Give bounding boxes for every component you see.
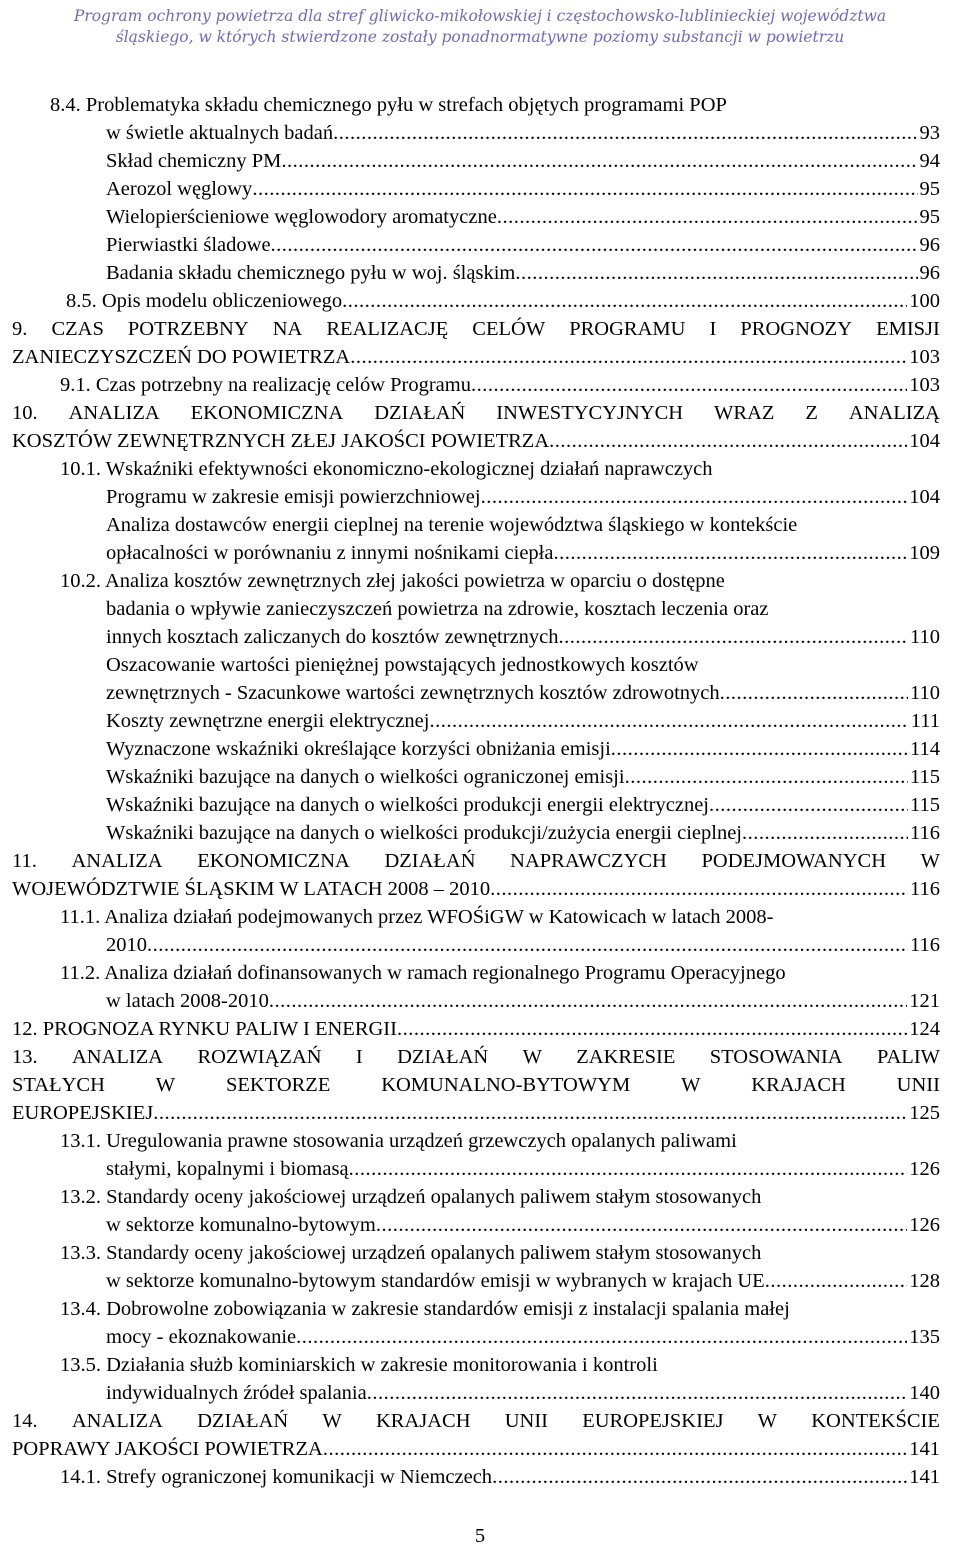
toc-entry[interactable] <box>66 287 940 315</box>
toc-leader-dots <box>611 735 908 763</box>
toc-entry[interactable] <box>106 595 940 623</box>
toc-entry-title: Badania składu chemicznego pyłu w woj. śląskim <box>106 262 516 284</box>
toc-entry-page: 104 <box>909 486 940 508</box>
toc-leader-dots <box>709 791 908 819</box>
toc-entry-title: 9.1. Czas potrzebny na realizację celów Programu <box>60 374 471 396</box>
toc-leader-dots <box>252 175 917 203</box>
toc-entry[interactable] <box>60 1183 940 1211</box>
toc-entry[interactable] <box>106 539 940 567</box>
toc-entry[interactable] <box>12 875 940 903</box>
toc-leader-dots <box>367 1379 908 1407</box>
toc-entry-title: 12. PROGNOZA RYNKU PALIW I ENERGII <box>12 1018 397 1040</box>
toc-leader-dots <box>147 931 908 959</box>
header-line-1: Program ochrony powietrza dla stref gliwicko-mikołowskiej i częstochowsko-lublinieckiej województwa <box>73 7 887 25</box>
toc-entry-title: w świetle aktualnych badań <box>106 122 334 144</box>
toc-entry[interactable] <box>106 1267 940 1295</box>
toc-entry-title: zewnętrznych - Szacunkowe wartości zewnętrznych kosztów zdrowotnych <box>106 682 720 704</box>
toc-entry[interactable] <box>60 1351 940 1379</box>
toc-entry-title: Wielopierścieniowe węglowodory aromatyczne <box>106 206 497 228</box>
toc-entry-title: EUROPEJSKIEJ <box>12 1102 154 1124</box>
toc-entry[interactable] <box>60 1127 940 1155</box>
toc-entry-page: 109 <box>909 542 940 564</box>
toc-entry-page: 114 <box>910 738 940 760</box>
toc-entry[interactable] <box>12 1071 940 1099</box>
toc-entry-title: indywidualnych źródeł spalania <box>106 1382 367 1404</box>
toc-entry-page: 104 <box>909 430 940 452</box>
toc-entry[interactable] <box>12 343 940 371</box>
toc-entry[interactable] <box>12 847 940 875</box>
toc-leader-dots <box>397 1015 907 1043</box>
toc-entry-page: 115 <box>910 794 940 816</box>
toc-entry-title: 11.2. Analiza działań dofinansowanych w ramach regionalnego Programu Operacyjnego <box>60 962 786 984</box>
toc-entry[interactable] <box>60 959 940 987</box>
toc-entry-title: 8.4. Problematyka składu chemicznego pyłu w strefach objętych programami POP <box>50 94 727 116</box>
toc-entry[interactable] <box>106 175 940 203</box>
toc-entry-page: 103 <box>909 374 940 396</box>
toc-leader-dots <box>323 1435 907 1463</box>
toc-entry[interactable] <box>106 147 940 175</box>
toc-entry[interactable] <box>60 1295 940 1323</box>
toc-entry-page: 96 <box>919 262 940 284</box>
toc-entry-title: Wskaźniki bazujące na danych o wielkości produkcji/zużycia energii cieplnej <box>106 822 743 844</box>
toc-entry-title: 11. ANALIZA EKONOMICZNA DZIAŁAŃ NAPRAWCZYCH PODEJMOWANYCH W <box>12 850 940 872</box>
toc-entry-page: 93 <box>919 122 940 144</box>
toc-entry[interactable] <box>106 791 940 819</box>
document-header <box>0 6 960 48</box>
toc-entry[interactable] <box>12 315 940 343</box>
toc-entry[interactable] <box>50 91 940 119</box>
toc-leader-dots <box>497 203 918 231</box>
toc-entry-title: 10. ANALIZA EKONOMICZNA DZIAŁAŃ INWESTYCYJNYCH WRAZ Z ANALIZĄ <box>12 402 940 424</box>
toc-leader-dots <box>559 623 908 651</box>
toc-entry-page: 94 <box>919 150 940 172</box>
toc-entry-page: 121 <box>909 990 940 1012</box>
toc-entry-title: 13.3. Standardy oceny jakościowej urządzeń opalanych paliwem stałym stosowanych <box>60 1242 762 1264</box>
toc-entry-title: 10.2. Analiza kosztów zewnętrznych złej jakości powietrza w oparciu o dostępne <box>60 570 725 592</box>
page-number: 5 <box>474 1525 486 1547</box>
toc-entry-page: 140 <box>909 1382 940 1404</box>
toc-entry-title: stałymi, kopalnymi i biomasą <box>106 1158 349 1180</box>
toc-entry-page: 124 <box>909 1018 940 1040</box>
toc-entry-title: ZANIECZYSZCZEŃ DO POWIETRZA <box>12 346 351 368</box>
toc-entry[interactable] <box>106 931 940 959</box>
toc-entry[interactable] <box>106 259 940 287</box>
toc-entry-title: 2010 <box>106 934 147 956</box>
toc-entry-title: w sektorze komunalno-bytowym standardów emisji w wybranych w krajach UE <box>106 1270 765 1292</box>
toc-leader-dots <box>376 1211 907 1239</box>
toc-leader-dots <box>625 763 908 791</box>
toc-entry-title: innych kosztach zaliczanych do kosztów zewnętrznych <box>106 626 559 648</box>
toc-entry-page: 116 <box>910 822 940 844</box>
toc-entry-title: 13. ANALIZA ROZWIĄZAŃ I DZIAŁAŃ W ZAKRESIE STOSOWANIA PALIW <box>12 1046 940 1068</box>
toc-leader-dots <box>765 1267 908 1295</box>
toc-entry-title: KOSZTÓW ZEWNĘTRZNYCH ZŁEJ JAKOŚCI POWIETRZA <box>12 430 550 452</box>
toc-leader-dots <box>349 1155 908 1183</box>
toc-entry-title: 11.1. Analiza działań podejmowanych przez WFOŚiGW w Katowicach w latach 2008- <box>60 906 774 928</box>
toc-leader-dots <box>490 875 908 903</box>
toc-entry-page: 103 <box>909 346 940 368</box>
toc-entry-title: 9. CZAS POTRZEBNY NA REALIZACJĘ CELÓW PROGRAMU I PROGNOZY EMISJI <box>12 318 940 340</box>
toc-entry-title: mocy - ekoznakowanie <box>106 1326 297 1348</box>
toc-entry-page: 126 <box>909 1158 940 1180</box>
toc-entry-page: 95 <box>919 206 940 228</box>
toc-entry-title: Koszty zewnętrzne energii elektrycznej <box>106 710 430 732</box>
header-line-2: śląskiego, w których stwierdzone zostały ponadnormatywne poziomy substancji w powietrzu <box>115 28 845 46</box>
toc-entry-title: 14.1. Strefy ograniczonej komunikacji w Niemczech <box>60 1466 493 1488</box>
toc-leader-dots <box>481 483 908 511</box>
toc-entry[interactable] <box>60 1463 940 1491</box>
toc-entry[interactable] <box>12 1043 940 1071</box>
toc-entry[interactable] <box>60 1239 940 1267</box>
toc-entry-title: 13.1. Uregulowania prawne stosowania urządzeń grzewczych opalanych paliwami <box>60 1130 737 1152</box>
toc-entry-title: badania o wpływie zanieczyszczeń powietrza na zdrowie, kosztach leczenia oraz <box>106 598 769 620</box>
toc-entry[interactable] <box>12 1407 940 1435</box>
toc-entry[interactable] <box>12 1015 940 1043</box>
toc-entry-title: w sektorze komunalno-bytowym <box>106 1214 376 1236</box>
toc-entry[interactable] <box>12 1099 940 1127</box>
toc-entry[interactable] <box>106 119 940 147</box>
toc-entry-title: Pierwiastki śladowe <box>106 234 271 256</box>
toc-entry-page: 116 <box>910 878 940 900</box>
toc-entry-page: 125 <box>909 1102 940 1124</box>
toc-leader-dots <box>429 707 908 735</box>
toc-entry[interactable] <box>106 483 940 511</box>
toc-entry-page: 100 <box>909 290 940 312</box>
toc-entry-title: opłacalności w porównaniu z innymi nośnikami ciepła <box>106 542 554 564</box>
toc-leader-dots <box>492 1463 907 1491</box>
toc-leader-dots <box>720 679 908 707</box>
toc-entry-page: 135 <box>909 1326 940 1348</box>
toc-entry-page: 95 <box>919 178 940 200</box>
toc-entry-title: STAŁYCH W SEKTORZE KOMUNALNO-BYTOWYM W KRAJACH UNII <box>12 1074 940 1096</box>
toc-entry[interactable] <box>106 623 940 651</box>
toc-entry-title: 13.5. Działania służb kominiarskich w zakresie monitorowania i kontroli <box>60 1354 658 1376</box>
toc-entry-title: Programu w zakresie emisji powierzchniowej <box>106 486 481 508</box>
toc-entry[interactable] <box>60 371 940 399</box>
toc-entry[interactable] <box>12 427 940 455</box>
toc-entry-title: Wskaźniki bazujące na danych o wielkości ograniczonej emisji <box>106 766 625 788</box>
toc-entry[interactable] <box>106 987 940 1015</box>
toc-entry-title: w latach 2008-2010 <box>106 990 269 1012</box>
toc-leader-dots <box>296 1323 907 1351</box>
toc-entry-page: 110 <box>910 626 940 648</box>
toc-leader-dots <box>342 287 907 315</box>
toc-entry-page: 128 <box>909 1270 940 1292</box>
toc-leader-dots <box>553 539 907 567</box>
toc-leader-dots <box>742 819 908 847</box>
toc-entry[interactable] <box>60 903 940 931</box>
toc-entry-title: Analiza dostawców energii cieplnej na terenie województwa śląskiego w kontekście <box>106 514 798 536</box>
toc-entry[interactable] <box>12 1435 940 1463</box>
toc-entry[interactable] <box>106 1379 940 1407</box>
toc-entry-title: WOJEWÓDZTWIE ŚLĄSKIM W LATACH 2008 – 2010 <box>12 878 491 900</box>
toc-entry[interactable] <box>106 203 940 231</box>
toc-entry-title: Skład chemiczny PM <box>106 150 282 172</box>
toc-entry-page: 111 <box>910 710 940 732</box>
toc-entry[interactable] <box>106 1323 940 1351</box>
toc-entry[interactable] <box>106 763 940 791</box>
toc-entry[interactable] <box>106 511 940 539</box>
toc-entry[interactable] <box>106 819 940 847</box>
toc-entry-page: 141 <box>909 1438 940 1460</box>
toc-entry-title: 13.2. Standardy oceny jakościowej urządzeń opalanych paliwem stałym stosowanych <box>60 1186 762 1208</box>
toc-entry-title: Aerozol węglowy <box>106 178 253 200</box>
toc-leader-dots <box>271 231 918 259</box>
toc-entry[interactable] <box>106 231 940 259</box>
toc-leader-dots <box>549 427 907 455</box>
toc-leader-dots <box>153 1099 907 1127</box>
toc-leader-dots <box>515 259 917 287</box>
toc-entry[interactable] <box>106 679 940 707</box>
toc-leader-dots <box>333 119 917 147</box>
toc-leader-dots <box>281 147 917 175</box>
toc-leader-dots <box>471 371 907 399</box>
toc-entry-page: 96 <box>919 234 940 256</box>
toc-leader-dots <box>269 987 907 1015</box>
toc-entry-page: 115 <box>910 766 940 788</box>
toc-entry-page: 141 <box>909 1466 940 1488</box>
toc-entry-title: Wyznaczone wskaźniki określające korzyści obniżania emisji <box>106 738 611 760</box>
toc-entry[interactable] <box>106 1155 940 1183</box>
toc-entry[interactable] <box>106 1211 940 1239</box>
toc-entry-title: 14. ANALIZA DZIAŁAŃ W KRAJACH UNII EUROPEJSKIEJ W KONTEKŚCIE <box>12 1410 940 1432</box>
toc-entry-title: Wskaźniki bazujące na danych o wielkości produkcji energii elektrycznej <box>106 794 709 816</box>
toc-entry-title: 10.1. Wskaźniki efektywności ekonomiczno-ekologicznej działań naprawczych <box>60 458 713 480</box>
toc-entry[interactable] <box>60 455 940 483</box>
toc-leader-dots <box>350 343 907 371</box>
toc-entry-page: 126 <box>909 1214 940 1236</box>
toc-entry-title: 13.4. Dobrowolne zobowiązania w zakresie standardów emisji z instalacji spalania małej <box>60 1298 790 1320</box>
toc-entry-title: POPRAWY JAKOŚCI POWIETRZA <box>12 1438 323 1460</box>
toc-entry[interactable] <box>60 567 940 595</box>
toc-entry[interactable] <box>12 399 940 427</box>
toc-entry-title: 8.5. Opis modelu obliczeniowego <box>66 290 343 312</box>
toc-entry[interactable] <box>106 651 940 679</box>
toc-entry[interactable] <box>106 735 940 763</box>
toc-entry-page: 116 <box>910 934 940 956</box>
toc-entry[interactable] <box>106 707 940 735</box>
toc-entry-title: Oszacowanie wartości pieniężnej powstających jednostkowych kosztów <box>106 654 699 676</box>
toc-entry-page: 110 <box>910 682 940 704</box>
